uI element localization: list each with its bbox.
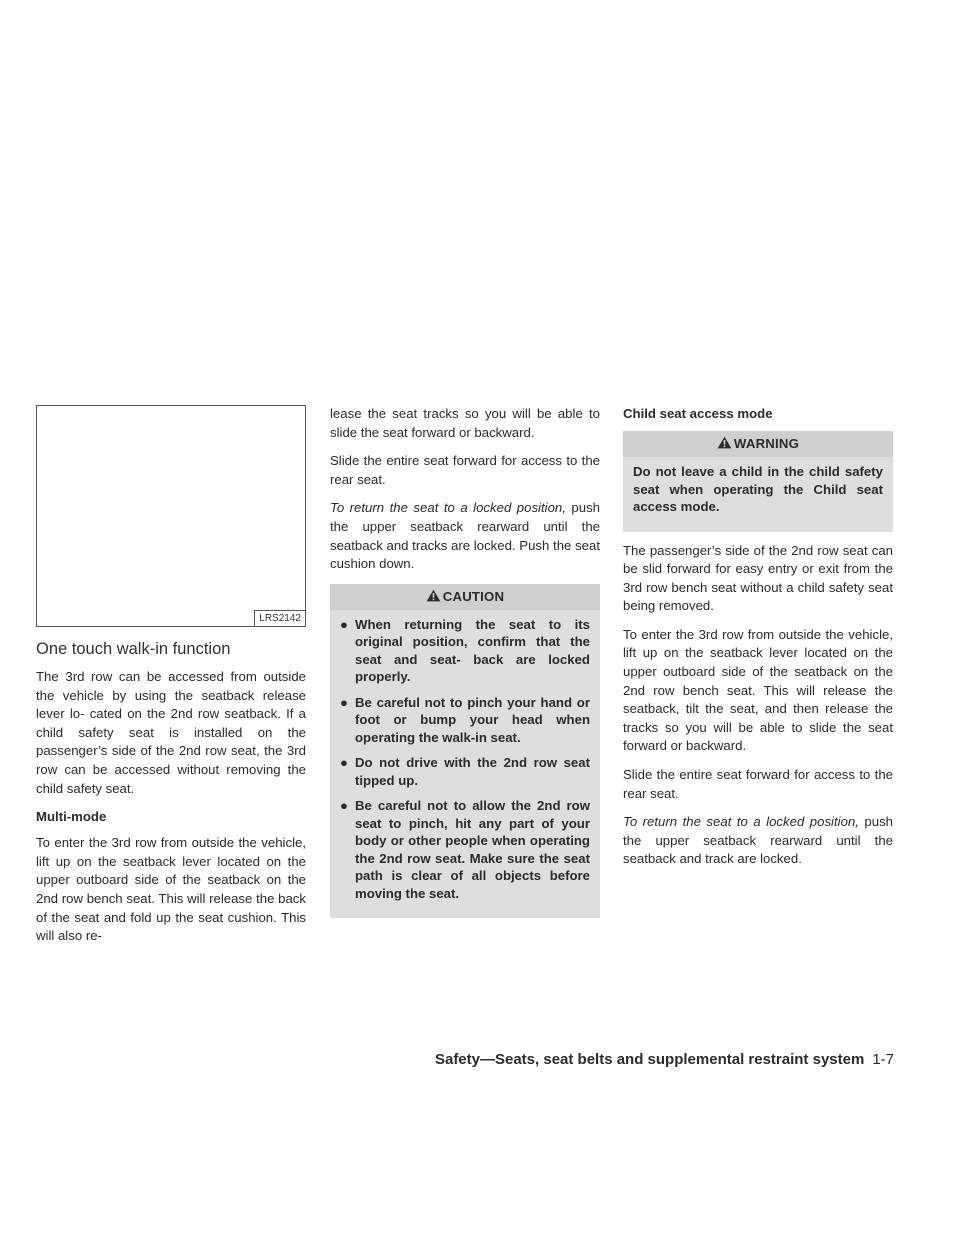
caution-item: ● When returning the seat to its original position, confirm that the seat and seat- back are locked properly. <box>340 616 590 685</box>
bullet-icon: ● <box>340 616 348 632</box>
warning-triangle-icon <box>426 589 441 602</box>
multimode-paragraph-1-continued: lease the seat tracks so you will be able to slide the seat forward or backward. <box>330 406 600 440</box>
column-middle <box>330 405 600 928</box>
chapter-title: Safety—Seats, seat belts and supplemental restraint system <box>434 1051 865 1068</box>
multimode-paragraph-1: To enter the 3rd row from outside the vehicle, lift up on the seatback lever located on the upper outboard side of the seatback on the 2nd row bench seat. This will release the back of the seat and fold up the seat cushion. This will also re- <box>36 835 306 944</box>
caution-item: ● Be careful not to allow the 2nd row seat to pinch, hit any part of your body or other people when operating the 2nd row seat. Make sure the seat path is clear of all objects before moving the seat. <box>340 798 590 901</box>
bullet-icon: ● <box>340 755 348 771</box>
locked-position-text: push the upper seatback rearward until the seatback and tracks are locked. Push the seat cushion down. <box>330 500 600 572</box>
warning-title: WARNING <box>733 436 800 451</box>
multimode-heading: Multi-mode <box>36 809 107 825</box>
child-access-paragraph-3: Slide the entire seat forward for access to the rear seat. <box>623 767 893 801</box>
caution-box <box>330 584 600 919</box>
caution-item: ● Do not drive with the 2nd row seat tipped up. <box>340 755 590 788</box>
caution-item: ● Be careful not to pinch your hand or foot or bump your head when operating the walk-in seat. <box>340 694 590 745</box>
bullet-icon: ● <box>340 798 348 814</box>
figure-label: LRS2142 <box>254 610 305 626</box>
page-number: 1-7 <box>872 1051 894 1068</box>
child-access-heading: Child seat access mode <box>623 406 773 421</box>
multimode-paragraph-2: Slide the entire seat forward for access to the rear seat. <box>330 453 600 487</box>
warning-header <box>623 431 893 457</box>
caution-list <box>340 616 590 903</box>
column-right <box>623 405 893 879</box>
bullet-icon: ● <box>340 694 348 710</box>
locked-position-text: push the upper seatback rearward until the seatback and track are locked. <box>623 814 893 867</box>
illustration-figure <box>36 405 306 627</box>
caution-header <box>330 584 600 610</box>
warning-box <box>623 431 893 532</box>
locked-position-lead: To return the seat to a locked position, <box>330 500 566 516</box>
caution-title: CAUTION <box>442 588 505 604</box>
intro-paragraph: The 3rd row can be accessed from outside the vehicle by using the seatback release lever lo- cated on the 2nd row seatback. If a child safety seat is installed on the passenger’s side of the 2nd row seat, the 3rd row can be accessed without removing the child safety seat. <box>36 669 306 796</box>
child-access-paragraph-4 <box>623 813 893 869</box>
multimode-paragraph-3 <box>330 499 600 573</box>
caution-body <box>330 610 600 913</box>
warning-triangle-icon <box>717 436 732 449</box>
child-access-paragraph-1: The passenger’s side of the 2nd row seat can be slid forward for easy entry or exit from the 3rd row bench seat without a child safety seat being removed. <box>623 542 893 614</box>
child-access-paragraph-2: To enter the 3rd row from outside the vehicle, lift up on the seatback lever located on the upper outboard side of the seatback on the 2nd row bench seat. This will release the seatback, tilt the seat, and then release the tracks so you will be able to slide the seat forward or backward. <box>623 626 893 754</box>
warning-text: Do not leave a child in the child safety seat when operating the Child seat access mode. <box>633 464 883 514</box>
page-footer <box>435 1050 894 1070</box>
column-left <box>36 405 306 956</box>
section-title: One touch walk-in function <box>36 640 231 658</box>
locked-position-lead: To return the seat to a locked position, <box>623 814 859 830</box>
warning-body <box>623 457 893 526</box>
